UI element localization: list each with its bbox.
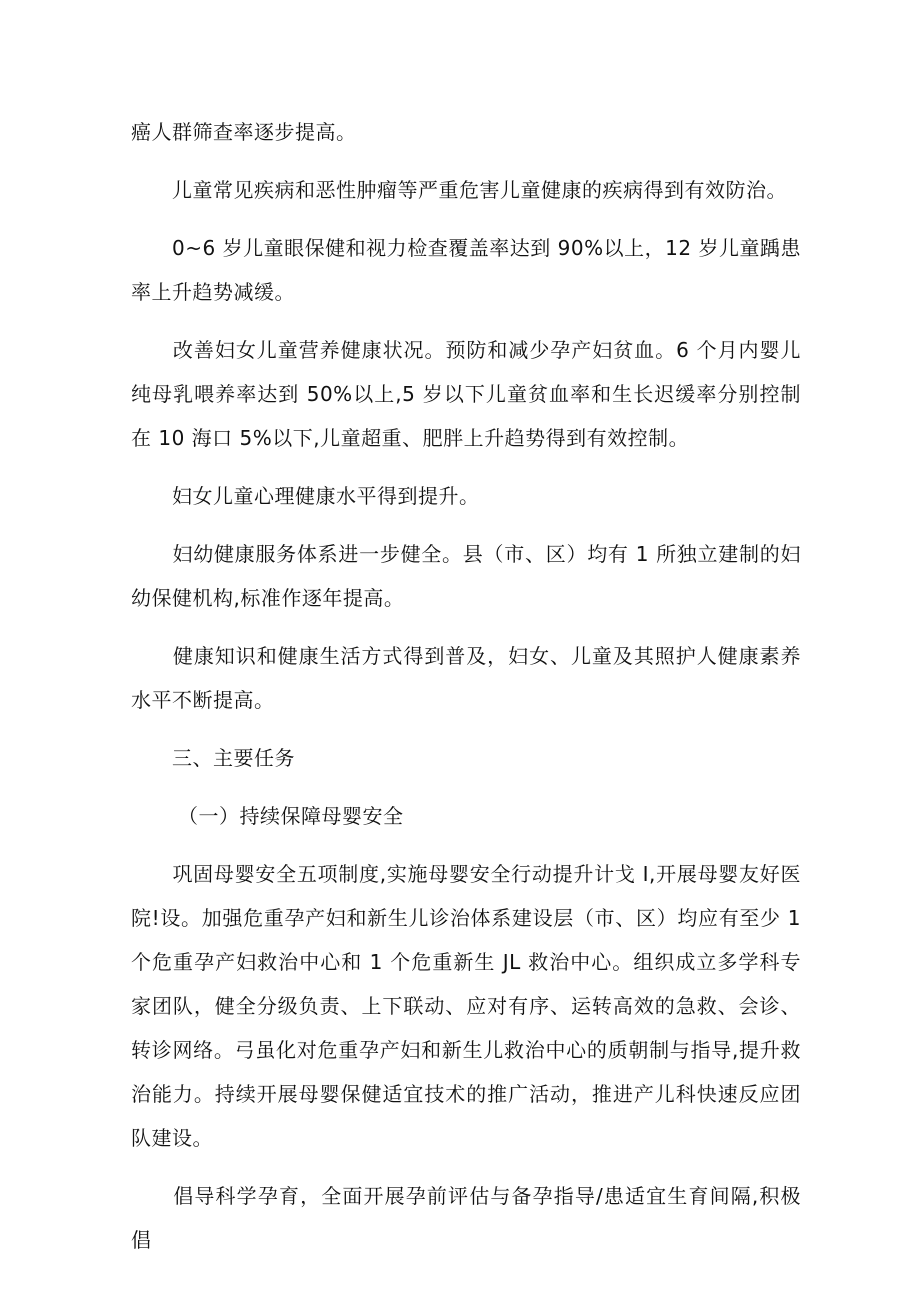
paragraph-health-literacy: 健康知识和健康生活方式得到普及，妇女、儿童及其照护人健康素养水平不断提高。 [131,644,801,712]
paragraph-child-disease: 儿童常见疾病和恶性肿瘤等严重危害儿童健康的疾病得到有效防治。 [131,178,787,202]
paragraph-mental-health: 妇女儿童心理健康水平得到提升。 [131,484,480,508]
paragraph-eye-care: 0~6 岁儿童眼保健和视力检查覆盖率达到 90%以上，12 岁儿童踽患率上升趋势减缓。 [131,236,801,304]
paragraph-maternal-safety: 巩固母婴安全五项制度,实施母婴安全行动提升计戈 I,开展母婴友好医院!设。加强危重孕产妇和新生儿诊治体系建设层（市、区）均应有至少 1 个危重孕产妇救治中心和 1 个危重新生 JL 救治中心。组织成立多学科专家团队，健全分级负责、上下联动、应对有序、运转高效的急救、会诊、转诊网络。弓虽化对危重孕产妇和新生儿救治中心的质朝制与指导,提升救治能力。持续开展母婴保健适宜技术的推广活动，推进产儿科快速反应团队建设。 [131,862,808,1150]
section-heading-main-tasks: 三、主要任务 [131,746,295,770]
paragraph-screening-rate: 癌人群筛查率逐步提高。 [131,120,357,144]
paragraph-nutrition: 改善妇女儿童营养健康状况。预防和减少孕产妇贫血。6 个月内婴儿纯母乳喂养率达到 50%以上,5 岁以下儿童贫血率和生长迟缓率分别控制在 10 海口 5%以下,儿童超重、肥胖上升趋势得到有效控制。 [131,338,801,450]
document-body [131,110,808,1276]
paragraph-scientific-pregnancy: 倡导科学孕育，全面开展孕前评估与备孕指导/患适宜生育间隔,积极倡 [131,1184,801,1252]
paragraph-service-system: 妇幼健康服务体系进一步健全。县（市、区）均有 1 所独立建制的妇幼保健机构,标准作逐年提高。 [131,542,801,610]
subsection-heading-maternal-safety: （一）持续保障母婴安全 [147,804,404,828]
